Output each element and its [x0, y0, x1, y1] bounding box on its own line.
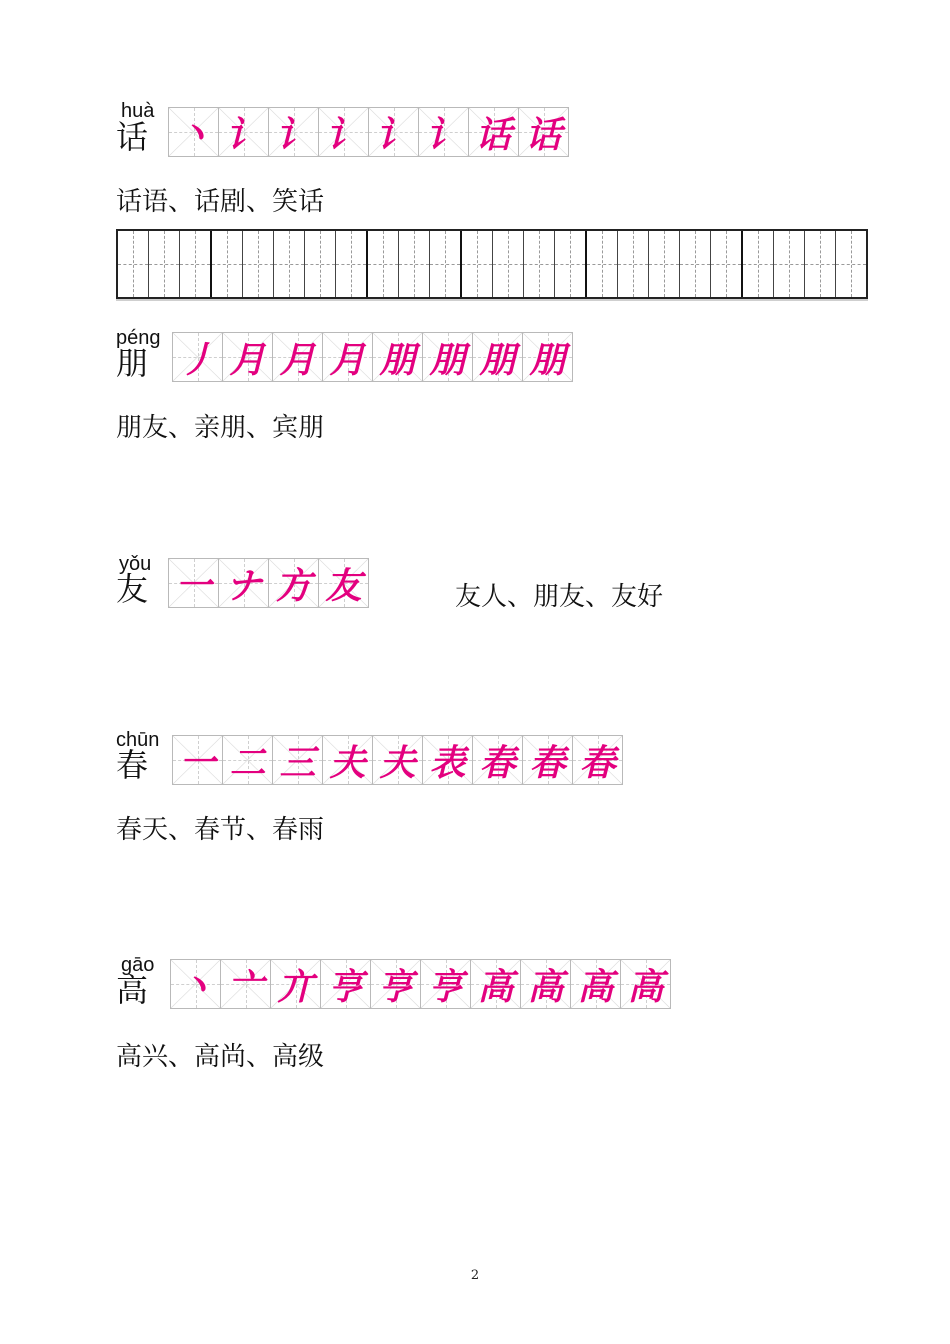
stroke-order-grid	[170, 959, 671, 1009]
stroke-cell: 月	[322, 332, 373, 382]
stroke-cell: 丶	[168, 107, 219, 157]
practice-cell[interactable]	[242, 231, 273, 297]
stroke-cell: 丶	[170, 959, 221, 1009]
stroke-cell: 讠	[368, 107, 419, 157]
stroke-cell: 朋	[522, 332, 573, 382]
practice-cell[interactable]	[304, 231, 335, 297]
example-words: 高兴、高尚、高级	[116, 1042, 325, 1072]
pinyin-label: péng	[116, 327, 161, 349]
practice-cell[interactable]	[585, 231, 617, 297]
character-label: 朋	[116, 344, 149, 382]
stroke-cell: 一	[172, 735, 223, 785]
stroke-cell: 春	[572, 735, 623, 785]
practice-cell[interactable]	[710, 231, 741, 297]
stroke-cell: 话	[518, 107, 569, 157]
practice-cell[interactable]	[460, 231, 492, 297]
practice-cell[interactable]	[804, 231, 835, 297]
character-label: 高	[116, 971, 149, 1009]
stroke-order-grid	[172, 735, 623, 785]
stroke-cell: 朋	[372, 332, 423, 382]
stroke-cell: 亠	[220, 959, 271, 1009]
stroke-cell: ナ	[218, 558, 269, 608]
practice-cell[interactable]	[835, 231, 866, 297]
stroke-cell: 月	[222, 332, 273, 382]
character-label: 春	[116, 746, 149, 784]
stroke-cell: 高	[520, 959, 571, 1009]
stroke-cell: 讠	[218, 107, 269, 157]
stroke-order-grid	[168, 558, 369, 608]
pinyin-label: chūn	[116, 729, 160, 751]
stroke-cell: 二	[222, 735, 273, 785]
practice-cell[interactable]	[179, 231, 210, 297]
stroke-cell: 高	[620, 959, 671, 1009]
practice-cell[interactable]	[210, 231, 242, 297]
stroke-cell: 讠	[268, 107, 319, 157]
example-words: 春天、春节、春雨	[116, 815, 325, 845]
practice-cell[interactable]	[679, 231, 710, 297]
stroke-cell: 亨	[370, 959, 421, 1009]
practice-cell[interactable]	[429, 231, 460, 297]
stroke-cell: 月	[272, 332, 323, 382]
practice-cell[interactable]	[118, 231, 148, 297]
example-words: 朋友、亲朋、宾朋	[116, 413, 325, 443]
stroke-cell: 亨	[320, 959, 371, 1009]
stroke-cell: 朋	[472, 332, 523, 382]
practice-cell[interactable]	[773, 231, 804, 297]
stroke-cell: 亨	[420, 959, 471, 1009]
stroke-cell: 朋	[422, 332, 473, 382]
stroke-cell: 高	[470, 959, 521, 1009]
example-words: 话语、话剧、笑话	[116, 187, 325, 217]
stroke-cell: 一	[168, 558, 219, 608]
practice-cell[interactable]	[148, 231, 179, 297]
practice-writing-grid[interactable]	[116, 229, 868, 299]
pinyin-label: gāo	[121, 954, 155, 976]
stroke-cell: 春	[472, 735, 523, 785]
stroke-cell: 讠	[418, 107, 469, 157]
stroke-cell: 友	[318, 558, 369, 608]
stroke-cell: 讠	[318, 107, 369, 157]
stroke-cell: 夫	[372, 735, 423, 785]
pinyin-label: yǒu	[119, 553, 152, 575]
practice-cell[interactable]	[492, 231, 523, 297]
practice-cell[interactable]	[335, 231, 366, 297]
character-label: 友	[116, 570, 149, 608]
stroke-cell: 高	[570, 959, 621, 1009]
stroke-cell: 夫	[322, 735, 373, 785]
example-words: 友人、朋友、友好	[455, 582, 664, 612]
practice-cell[interactable]	[273, 231, 304, 297]
character-label: 话	[116, 118, 149, 156]
page-number: 2	[470, 1268, 480, 1283]
stroke-cell: 春	[522, 735, 573, 785]
stroke-cell: 丿	[172, 332, 223, 382]
stroke-cell: 三	[272, 735, 323, 785]
practice-cell[interactable]	[366, 231, 398, 297]
practice-cell[interactable]	[648, 231, 679, 297]
practice-cell[interactable]	[398, 231, 429, 297]
practice-cell[interactable]	[617, 231, 648, 297]
stroke-cell: 亣	[270, 959, 321, 1009]
practice-cell[interactable]	[554, 231, 585, 297]
practice-cell[interactable]	[741, 231, 773, 297]
pinyin-label: huà	[121, 100, 155, 122]
practice-cell[interactable]	[523, 231, 554, 297]
stroke-order-grid	[168, 107, 569, 157]
stroke-cell: 表	[422, 735, 473, 785]
stroke-order-grid	[172, 332, 573, 382]
stroke-cell: 话	[468, 107, 519, 157]
stroke-cell: 方	[268, 558, 319, 608]
